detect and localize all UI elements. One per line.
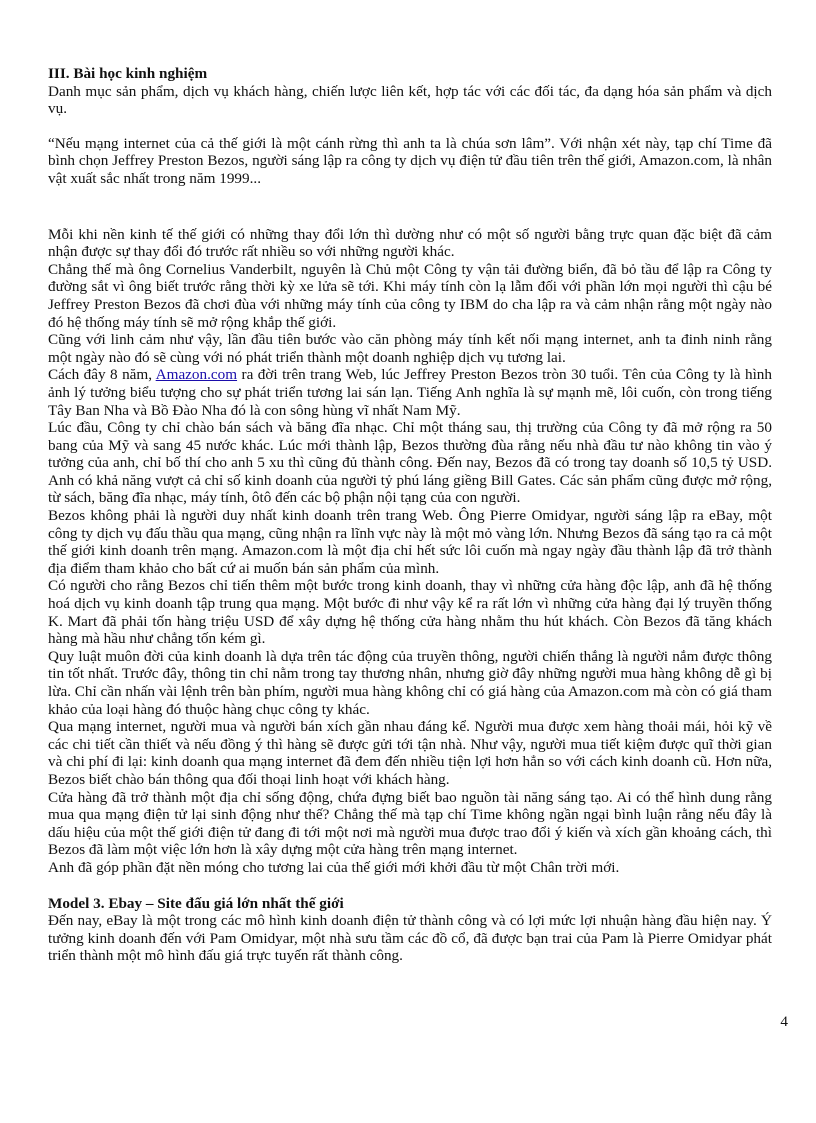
article-paragraph xyxy=(48,366,772,419)
article-paragraph: Qua mạng internet, người mua và người bán xích gần nhau đáng kể. Người mua được xem hàng thoải mái, hỏi kỹ về các chi tiết cần thiết và nếu đồng ý thì hàng sẽ được gửi tới tận nhà. Như vậy, người mua tiết kiệm được quĩ thời gian và chi phí đi lại: kinh doanh qua mạng internet đã đem đến nhiều tiện lợi hơn hẳn so với cách kinh doanh cũ. Hơn nữa, Bezos biết chào bán thông qua đối thoại linh hoạt với khách hàng. xyxy=(48,718,772,788)
section-intro: Danh mục sản phẩm, dịch vụ khách hàng, chiến lược liên kết, hợp tác với các đối tác, đa dạng hóa sản phẩm và dịch vụ. xyxy=(48,82,772,118)
article-paragraph: Bezos không phải là người duy nhất kinh doanh trên trang Web. Ông Pierre Omidyar, người sáng lập ra eBay, một công ty dịch vụ đấu thầu qua mạng, cũng nhận ra lĩnh vực này là một mỏ vàng lớn. Nhưng Bezos đã sáng tạo ra cả một thế giới kinh doanh trên mạng. Amazon.com là một địa chỉ hết sức lôi cuốn mà ngay ngày đầu thành lập đã trở thành địa điểm tham khảo cho bất cứ ai muốn bán sản phẩm của mình. xyxy=(48,507,772,577)
quote-paragraph: “Nếu mạng internet của cả thế giới là một cánh rừng thì anh ta là chúa sơn lâm”. Với nhận xét này, tạp chí Time đã bình chọn Jeffrey Preston Bezos, người sáng lập ra công ty dịch vụ điện tử đầu tiên trên thế giới, Amazon.com, là nhân vật xuất sắc nhất trong năm 1999... xyxy=(48,134,772,187)
spacer xyxy=(48,118,772,135)
article-paragraph: Cũng với linh cảm như vậy, lần đầu tiên bước vào căn phòng máy tính kết nối mạng internet, anh ta đinh ninh rằng một ngày nào đó sẽ cùng với nó phát triển thành một doanh nghiệp dịch vụ tương lai. xyxy=(48,331,772,366)
paragraph-text: ra đời trên trang Web, lúc Jeffrey Preston Bezos tròn 30 tuổi. Tên của Công ty là hình ảnh lý tưởng biểu tượng cho sự phát triển tương lai sán lạn. Tiếng Anh nghĩa là sự mạnh mẽ, lôi cuốn, còn trong tiếng Tây Ban Nha và Bồ Đào Nha đó là con sông hùng vĩ nhất Nam Mỹ. xyxy=(48,366,772,419)
spacer xyxy=(48,188,772,226)
model-paragraph: Đến nay, eBay là một trong các mô hình kinh doanh điện tử thành công và có lợi mức lợi nhuận hàng đầu hiện nay. Ý tưởng kinh doanh đến với Pam Omidyar, một nhà sưu tầm các đồ cổ, đã được bạn trai của Pam là Pierre Omidyar phát triển thành một mô hình đấu giá trực tuyến rất thành công. xyxy=(48,912,772,965)
amazon-link[interactable]: Amazon.com xyxy=(155,366,238,384)
article-paragraph: Cửa hàng đã trở thành một địa chỉ sống động, chứa đựng biết bao nguồn tài năng sáng tạo. Ai có thể hình dung rằng mua qua mạng điện tử lại sinh động như thế? Chẳng thế mà tạp chí Time không ngần ngại bình luận rằng nếu đây là dấu hiệu của một thế giới điện tử đang đi tới một nơi mà người mua được trao đổi ý kiến và xích gần khoảng cách, thì Bezos đã làm một việc lớn hơn là xây dựng một cửa hàng trên mạng internet. xyxy=(48,788,772,859)
model-heading: Model 3. Ebay – Site đấu giá lớn nhất thế giới xyxy=(48,894,344,912)
page-number: 4 xyxy=(780,1013,788,1030)
article-paragraph: Quy luật muôn đời của kinh doanh là dựa trên tác động của truyền thông, người chiến thắng là người nắm được thông tin tốt nhất. Trước đây, thông tin chỉ nằm trong tay thương nhân, nhưng giờ đây những người mua hàng không dễ gì bị lừa. Chỉ cần nhấn vài lệnh trên bàn phím, người mua hàng không chỉ có giá hàng của Amazon.com mà còn có giá tham khảo của loại hàng đó thuộc hàng chục công ty khác. xyxy=(48,647,772,718)
section-heading: III. Bài học kinh nghiệm xyxy=(48,65,208,82)
spacer xyxy=(48,877,772,895)
article-paragraph: Có người cho rằng Bezos chỉ tiến thêm một bước trong kinh doanh, thay vì những cửa hàng độc lập, anh đã hệ thống hoá dịch vụ kinh doanh tập trung qua mạng. Một bước đi như vậy kể ra rất lớn vì những cửa hàng đại lý truyền thống K. Mart đã phải tốn hàng triệu USD để xây dựng hệ thống cửa hàng nhằm thu hút khách. Còn Bezos đã tăng khách hàng mà hầu như chẳng tốn kém gì. xyxy=(48,577,772,648)
article-paragraph: Anh đã góp phần đặt nền móng cho tương lai của thế giới mới khởi đầu từ một Chân trời mới. xyxy=(48,858,620,876)
paragraph-text: Cách đây 8 năm, xyxy=(48,366,156,384)
document-page xyxy=(48,65,772,965)
article-paragraph: Mỗi khi nền kinh tế thế giới có những thay đổi lớn thì dường như có một số người bằng trực quan đặc biệt đã cảm nhận được sự thay đổi đó trước rất nhiều so với những người khác. xyxy=(48,225,772,261)
article-paragraph: Chẳng thế mà ông Cornelius Vanderbilt, nguyên là Chủ một Công ty vận tải đường biển, đã bỏ tầu để lập ra Công ty đường sắt vì ông biết trước rằng thời kỳ xe lửa sẽ tới. Khi máy tính còn lạ lẫm đối với phần lớn mọi người thì cậu bé Jeffrey Preston Bezos đã chơi đùa với những máy tính của công ty IBM do cha lập ra và cảm nhận rằng một ngày nào đó hệ thống máy tính sẽ mở rộng khắp thế giới. xyxy=(48,260,772,331)
article-paragraph: Lúc đầu, Công ty chỉ chào bán sách và băng đĩa nhạc. Chỉ một tháng sau, thị trường của Công ty đã mở rộng ra 50 bang của Mỹ và sang 45 nước khác. Lúc mới thành lập, Bezos thường đùa rằng nếu nhà đầu tư nào không tin vào ý tưởng của anh, chỉ bố thí cho anh 5 xu thì cũng đủ thành công. Đến nay, Bezos đã có trong tay doanh số 10,5 tỷ USD. Anh có khả năng vượt cả chỉ số kinh doanh của người tỷ phú láng giềng Bill Gates. Các sản phẩm cũng được mở rộng, từ sách, băng đĩa nhạc, máy tính, ôtô đến các bộ phận nội tạng của con người. xyxy=(48,419,772,507)
